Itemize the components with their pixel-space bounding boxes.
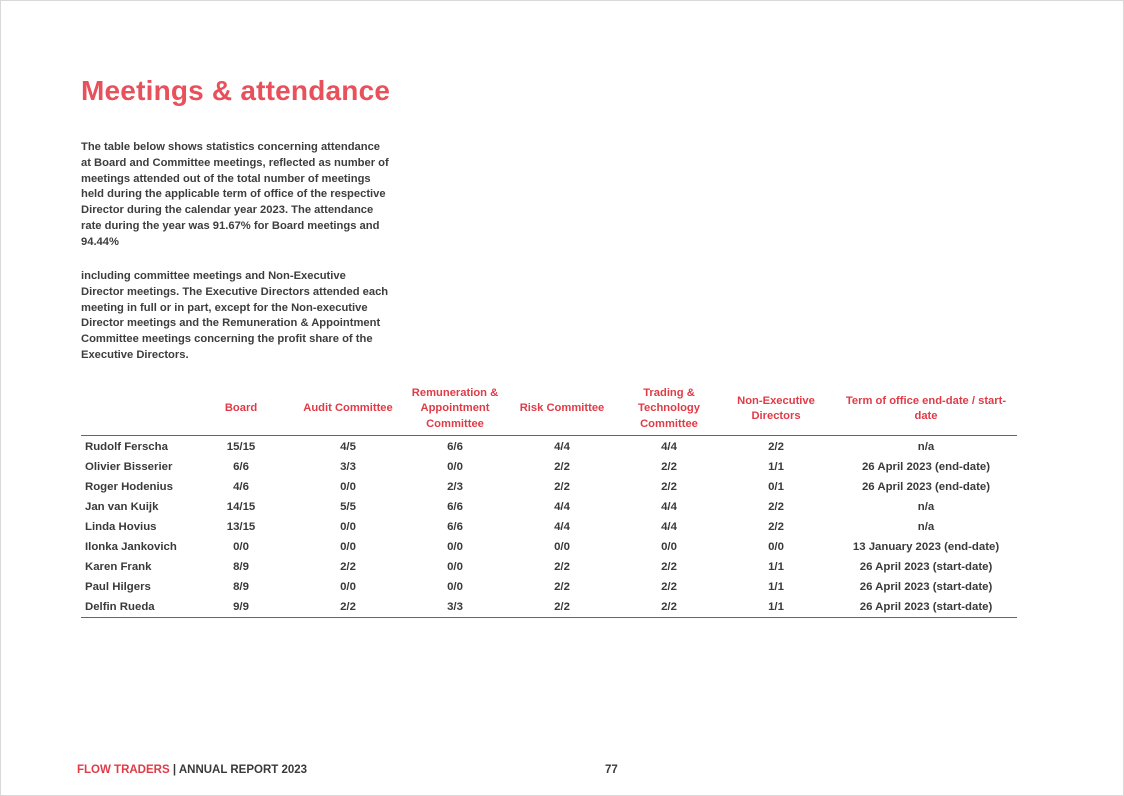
header-name <box>81 385 193 436</box>
audit-attendance: 4/5 <box>340 441 356 453</box>
board-attendance: 6/6 <box>233 461 249 473</box>
trading-attendance: 2/2 <box>661 481 677 493</box>
term-of-office: 26 April 2023 (start-date) <box>859 561 993 573</box>
audit-attendance: 0/0 <box>340 581 356 593</box>
header-trading-committee: Trading & Technology Committee <box>621 385 717 436</box>
board-attendance: 14/15 <box>226 501 256 513</box>
nonexec-attendance: 2/2 <box>768 521 784 533</box>
board-attendance: 15/15 <box>226 441 256 453</box>
trading-attendance: 2/2 <box>661 461 677 473</box>
audit-attendance: 3/3 <box>340 461 356 473</box>
term-of-office: 26 April 2023 (start-date) <box>835 597 1017 618</box>
audit-attendance: 2/2 <box>340 561 356 573</box>
footer-separator: | <box>169 764 179 776</box>
term-of-office: 26 April 2023 (start-date) <box>859 581 993 593</box>
trading-attendance: 0/0 <box>661 541 677 553</box>
header-risk-committee: Risk Committee <box>503 385 621 436</box>
nonexec-attendance: 1/1 <box>768 561 784 573</box>
table-row <box>81 537 1017 557</box>
nonexec-attendance: 1/1 <box>768 581 784 593</box>
director-name: Linda Hovius <box>85 521 157 533</box>
table-row <box>81 597 1017 618</box>
term-of-office: n/a <box>917 501 935 513</box>
trading-attendance: 2/2 <box>621 597 717 618</box>
table-row <box>81 436 1017 458</box>
director-name: Paul Hilgers <box>85 581 151 593</box>
remuneration-attendance: 6/6 <box>447 501 463 513</box>
remuneration-attendance: 3/3 <box>407 597 503 618</box>
header-audit-committee: Audit Committee <box>289 385 407 436</box>
page-title: Meetings & attendance <box>81 75 391 106</box>
nonexec-attendance: 0/1 <box>768 481 784 493</box>
audit-attendance: 2/2 <box>289 597 407 618</box>
risk-attendance: 4/4 <box>554 521 570 533</box>
header-term-of-office: Term of office end-date / start-date <box>835 385 1017 436</box>
table-row <box>81 517 1017 537</box>
footer-report-label <box>77 764 307 776</box>
director-name: Jan van Kuijk <box>85 501 159 513</box>
term-of-office: n/a <box>917 441 935 453</box>
board-attendance: 0/0 <box>233 541 249 553</box>
audit-attendance: 5/5 <box>340 501 356 513</box>
term-of-office: 26 April 2023 (end-date) <box>861 461 991 473</box>
header-remuneration-committee: Remuneration & Appointment Committee <box>407 385 503 436</box>
remuneration-attendance: 6/6 <box>447 441 463 453</box>
risk-attendance: 4/4 <box>554 441 570 453</box>
table-row <box>81 457 1017 477</box>
audit-attendance: 0/0 <box>340 481 356 493</box>
board-attendance: 13/15 <box>226 521 256 533</box>
director-name: Olivier Bisserier <box>85 461 173 473</box>
risk-attendance: 2/2 <box>554 481 570 493</box>
table-row <box>81 557 1017 577</box>
intro-paragraph-2: including committee meetings and Non-Executive Director meetings. The Executive Directors attended each meeting in full or in part, except for the Non-executive Director meetings and the Remuneration & Appointment Committee meetings concerning the profit share of the Executive Directors. <box>81 270 389 361</box>
header-non-executive-directors: Non-Executive Directors <box>717 385 835 436</box>
table-row <box>81 497 1017 517</box>
nonexec-attendance: 1/1 <box>768 461 784 473</box>
risk-attendance: 2/2 <box>554 581 570 593</box>
table-header-row <box>81 385 1017 436</box>
trading-attendance: 4/4 <box>661 441 677 453</box>
term-of-office: 13 January 2023 (end-date) <box>852 541 1000 553</box>
risk-attendance: 2/2 <box>554 561 570 573</box>
audit-attendance: 0/0 <box>340 541 356 553</box>
risk-attendance: 2/2 <box>554 461 570 473</box>
attendance-table <box>81 385 1017 618</box>
risk-attendance: 2/2 <box>503 597 621 618</box>
term-of-office: n/a <box>917 521 935 533</box>
remuneration-attendance: 0/0 <box>447 581 463 593</box>
trading-attendance: 2/2 <box>661 561 677 573</box>
risk-attendance: 4/4 <box>554 501 570 513</box>
board-attendance: 9/9 <box>193 597 289 618</box>
nonexec-attendance: 2/2 <box>768 501 784 513</box>
remuneration-attendance: 0/0 <box>447 461 463 473</box>
trading-attendance: 2/2 <box>661 581 677 593</box>
remuneration-attendance: 0/0 <box>447 541 463 553</box>
director-name: Roger Hodenius <box>85 481 173 493</box>
footer-brand: FLOW TRADERS <box>77 764 170 776</box>
footer-report-title: ANNUAL REPORT 2023 <box>178 764 308 776</box>
director-name: Karen Frank <box>85 561 152 573</box>
page-number: 77 <box>605 764 618 776</box>
table-row <box>81 477 1017 497</box>
board-attendance: 8/9 <box>233 581 249 593</box>
nonexec-attendance: 0/0 <box>768 541 784 553</box>
remuneration-attendance: 6/6 <box>447 521 463 533</box>
audit-attendance: 0/0 <box>340 521 356 533</box>
header-board: Board <box>193 385 289 436</box>
director-name: Rudolf Ferscha <box>85 441 168 453</box>
remuneration-attendance: 0/0 <box>447 561 463 573</box>
nonexec-attendance: 2/2 <box>768 441 784 453</box>
risk-attendance: 0/0 <box>554 541 570 553</box>
trading-attendance: 4/4 <box>661 521 677 533</box>
intro-paragraph-1: The table below shows statistics concerning attendance at Board and Committee meetings, reflected as number of meetings attended out of the total number of meetings held during the applicable term of office of the respective Director during the calendar year 2023. The attendance rate during the year was 91.67% for Board meetings and 94.44% <box>81 141 389 248</box>
trading-attendance: 4/4 <box>661 501 677 513</box>
board-attendance: 4/6 <box>233 481 249 493</box>
table-row <box>81 577 1017 597</box>
director-name: Ilonka Jankovich <box>85 541 177 553</box>
remuneration-attendance: 2/3 <box>447 481 463 493</box>
director-name: Delfin Rueda <box>81 597 193 618</box>
nonexec-attendance: 1/1 <box>717 597 835 618</box>
term-of-office: 26 April 2023 (end-date) <box>861 481 991 493</box>
board-attendance: 8/9 <box>233 561 249 573</box>
